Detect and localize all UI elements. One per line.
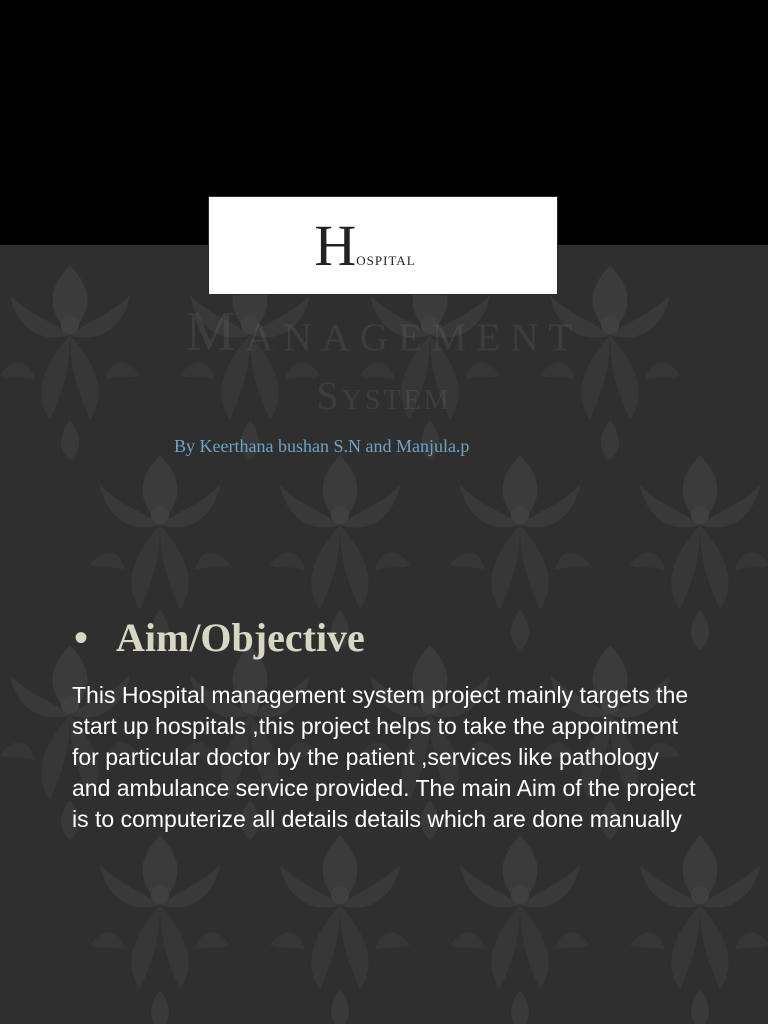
slide-title-initial: H [314, 212, 357, 278]
faint-subtitle-line-2: System [316, 373, 452, 418]
section-body-text: This Hospital management system project mainly targets the start up hospitals ,this project helps to take the appointment for particular doctor by the patient ,services like pathology and ambulance service provided. The main Aim of the project is to computerize all details details which are done manually [72, 682, 696, 832]
section-heading-text: Aim/Objective [116, 615, 365, 660]
title-box [208, 196, 558, 295]
bullet-marker: • [74, 615, 89, 660]
slide-title-rest: ospital [356, 248, 416, 269]
slide-title [314, 212, 451, 278]
author-byline: By Keerthana bushan S.N and Manjula.p [174, 436, 470, 456]
faint-subtitle-line-1: Management [185, 301, 583, 363]
section-heading [74, 614, 365, 661]
